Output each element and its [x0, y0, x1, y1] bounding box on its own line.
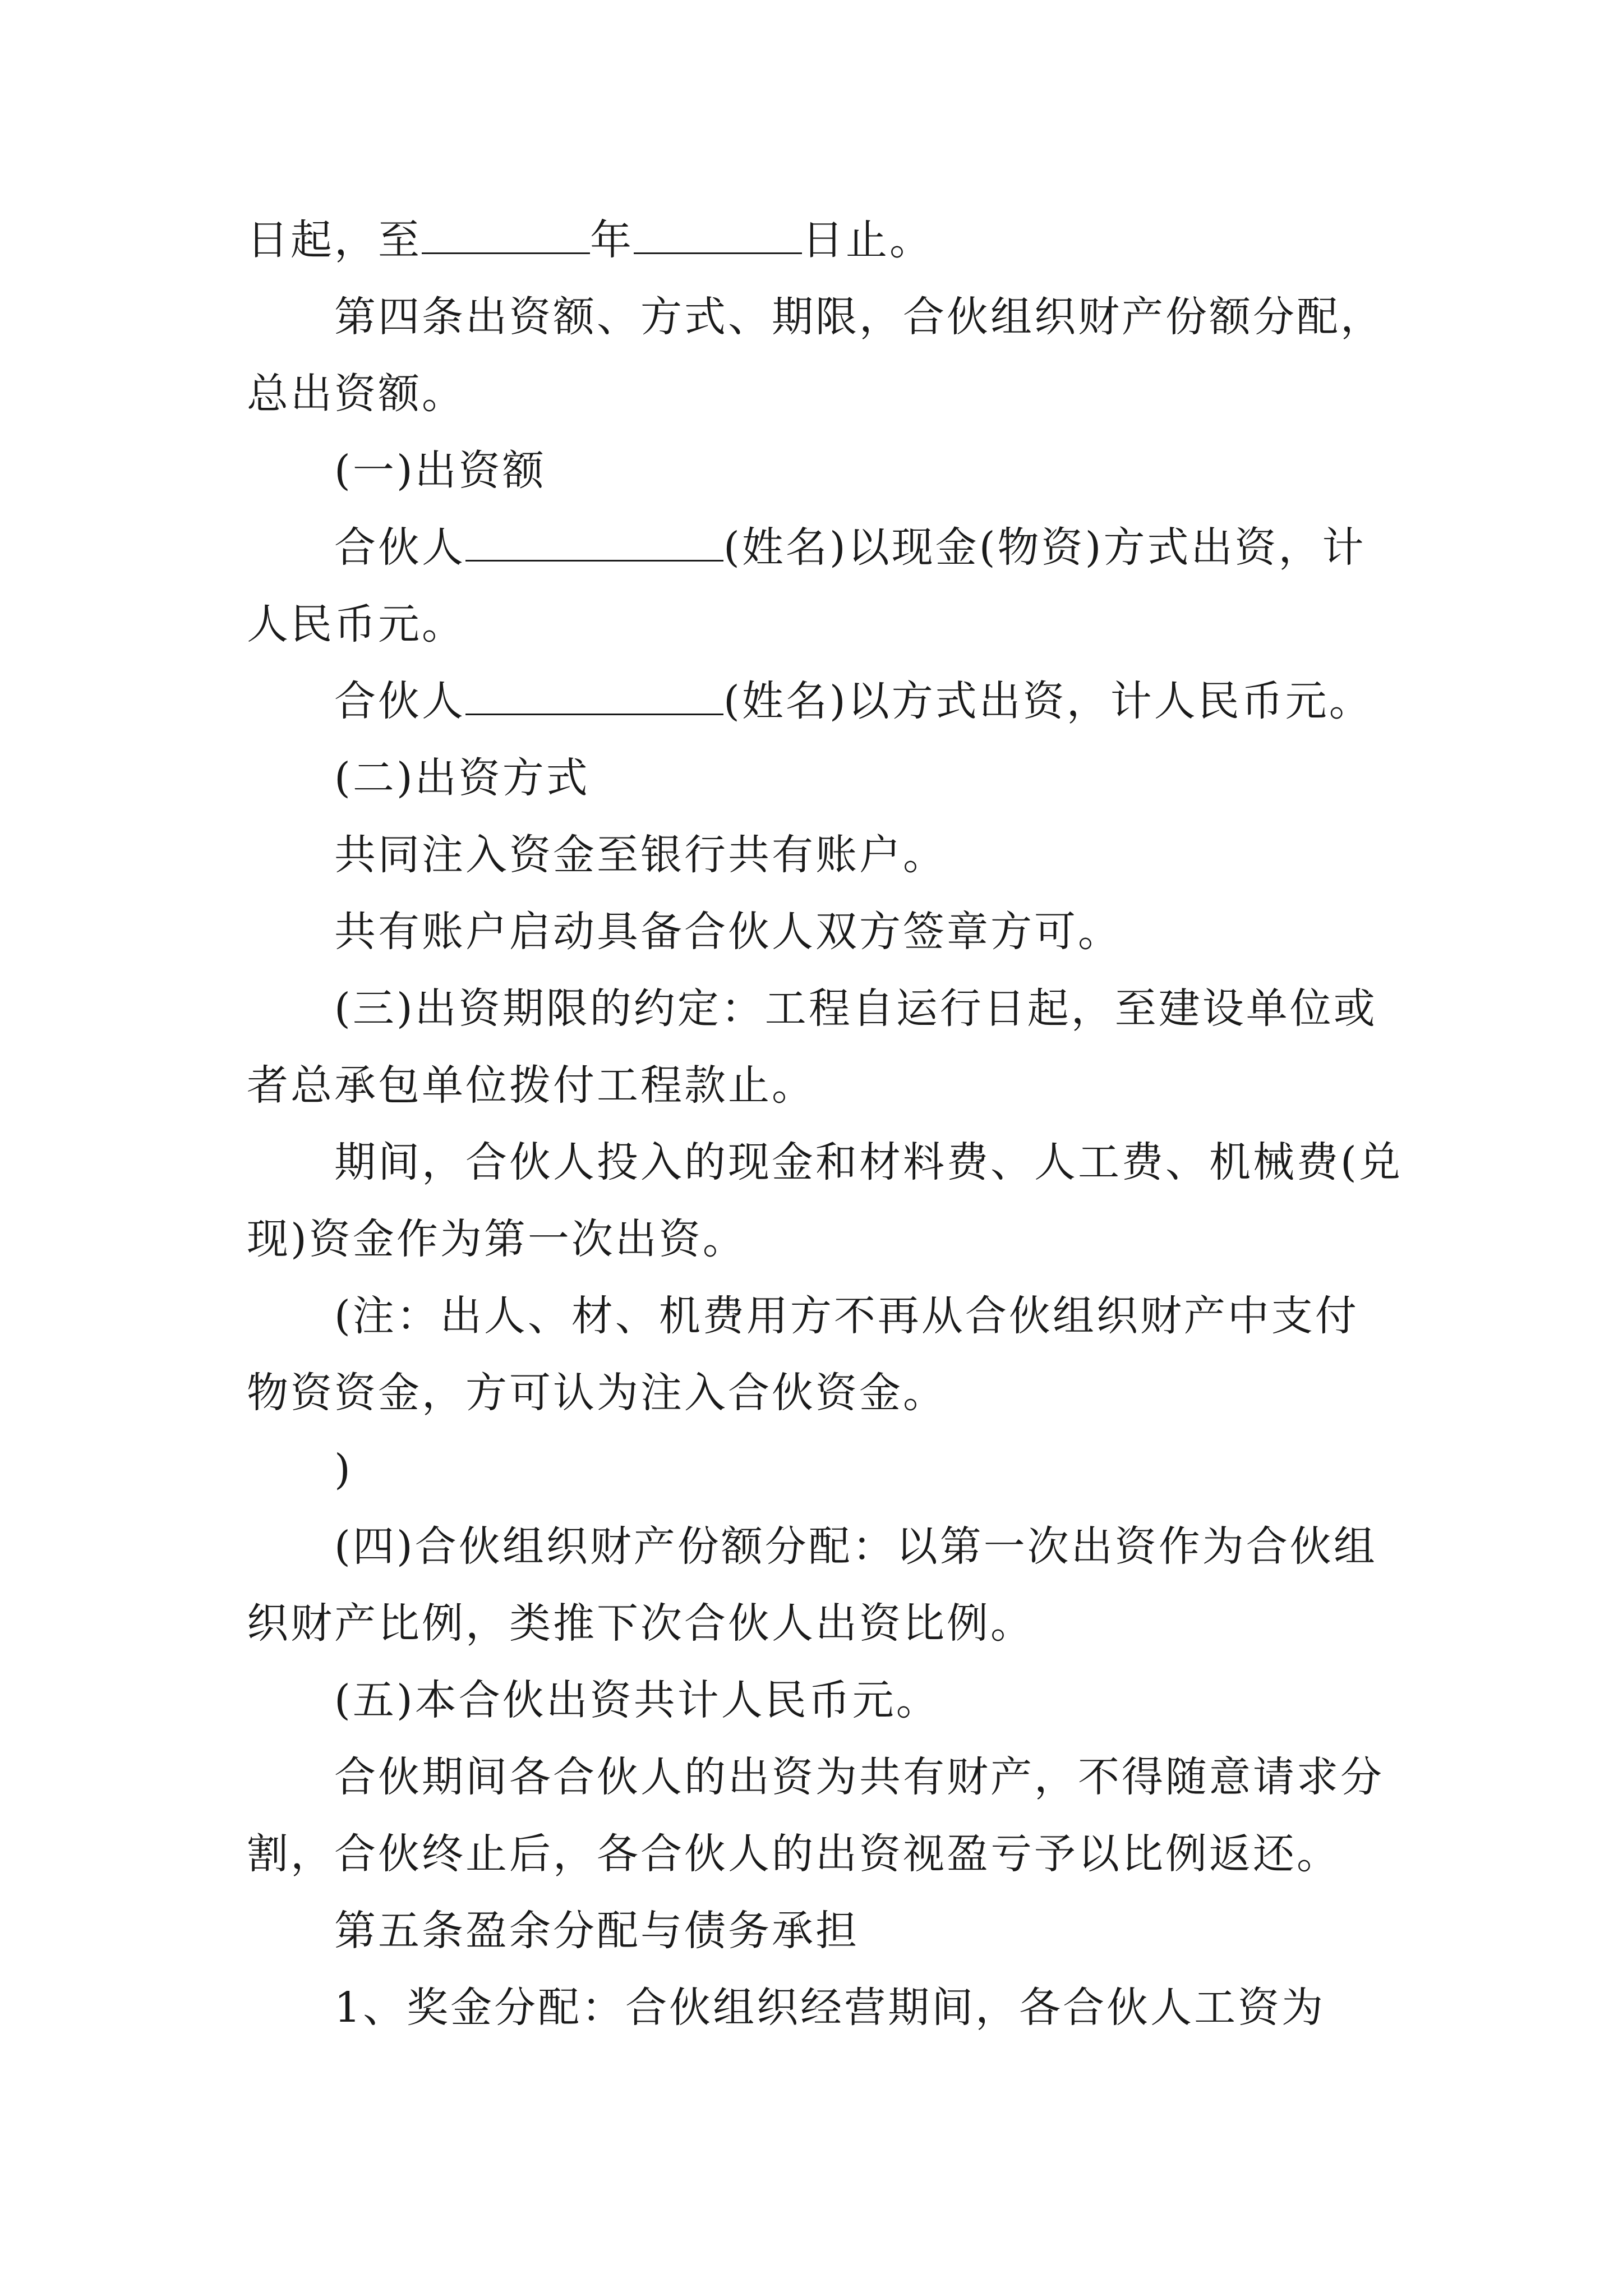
text-line: (三)出资期限的约定：工程自运行日起，至建设单位或: [334, 984, 1377, 1033]
text-segment: 年: [590, 216, 634, 264]
fill-in-blank: [465, 677, 723, 715]
text-line: 第四条出资额、方式、期限，合伙组织财产份额分配，: [334, 293, 1384, 341]
text-line: 总出资额。: [247, 370, 465, 418]
fill-in-blank: [465, 523, 723, 562]
document-body: [247, 202, 1403, 2046]
text-line: (二)出资方式: [334, 754, 590, 802]
text-line: 割，合伙终止后，各合伙人的出资视盈亏予以比例返还。: [247, 1830, 1340, 1878]
fill-in-blank: [422, 215, 590, 254]
text-segment: (姓名)以方式出资，计人民币元。: [723, 677, 1373, 725]
text-segment: 合伙人: [334, 677, 465, 725]
text-line: 共同注入资金至银行共有账户。: [334, 831, 947, 879]
text-line: 织财产比例，类推下次合伙人出资比例。: [247, 1599, 1034, 1648]
text-line: 共有账户启动具备合伙人双方签章方可。: [334, 908, 1122, 956]
text-segment: 合伙人: [334, 523, 465, 572]
text-line: 现)资金作为第一次出资。: [247, 1215, 746, 1263]
fill-in-blank: [634, 215, 802, 254]
text-line: 人民币元。: [247, 600, 465, 648]
text-line: 者总承包单位拨付工程款止。: [247, 1061, 815, 1110]
text-segment: (姓名)以现金(物资)方式出资，计: [723, 523, 1366, 572]
text-line: ): [334, 1446, 353, 1494]
text-line: (四)合伙组织财产份额分配：以第一次出资作为合伙组: [334, 1522, 1377, 1571]
text-line: [247, 202, 1382, 279]
text-line: 期间，合伙人投入的现金和材料费、人工费、机械费(兑: [334, 1138, 1403, 1186]
text-line: (五)本合伙出资共计人民币元。: [334, 1676, 940, 1724]
text-segment: 日止。: [802, 216, 933, 264]
text-line: [247, 509, 1382, 586]
text-line: [247, 663, 1382, 740]
text-line: 第五条盈余分配与债务承担: [334, 1907, 859, 1955]
text-line: (一)出资额: [334, 447, 546, 495]
text-line: 物资资金，方可认为注入合伙资金。: [247, 1369, 947, 1417]
text-line: 1、奖金分配：合伙组织经营期间，各合伙人工资为: [334, 1984, 1326, 2032]
text-line: 合伙期间各合伙人的出资为共有财产，不得随意请求分: [334, 1753, 1384, 1801]
text-segment: 日起，至: [247, 216, 422, 264]
text-line: (注：出人、材、机费用方不再从合伙组织财产中支付: [334, 1292, 1359, 1340]
